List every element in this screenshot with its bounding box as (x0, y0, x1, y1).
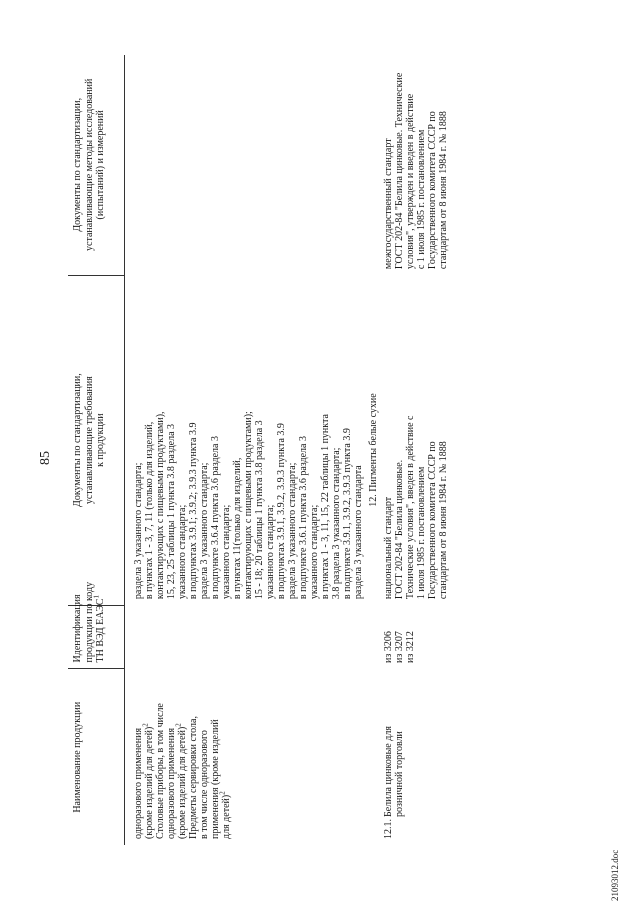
standards-table (68, 55, 451, 845)
item-number: 12.1. (383, 819, 394, 839)
requirements-cell: национальный стандарт ГОСТ 202-84 "Белила цинковые. Технические условия", введен в действие с 1 июля 1985 г. постановлением Государственного комитета СССР по стандартам от 8 июня 1984 г. № 1888 (383, 415, 449, 600)
product-name-cell: 12.1. Белила цинковые для розничной торговли (383, 726, 405, 839)
table-row (125, 55, 367, 845)
footer-filename: 21093012.doc (610, 849, 620, 901)
code-cell: из 3206 из 3207 из 3212 (383, 631, 416, 663)
table-header-row (68, 55, 125, 845)
methods-cell (125, 55, 367, 275)
header-requirements-docs: Документы по стандартизации, устанавливающие требования к продукции (68, 275, 125, 605)
product-name-cell: одноразового применения (кроме изделий для детей)$^2$ Столовые приборы, в том числе одноразового применения (кроме изделий для детей)$^2$ Предметы сервировки стола, в том числе одноразового применения (кроме изделий для детей)$^2$ (133, 703, 232, 839)
header-product-name: Наименование продукции (68, 669, 125, 845)
code-cell (125, 605, 367, 669)
methods-cell: межгосударственный стандарт ГОСТ 202-84 "Белила цинковые. Технические условия", утвержден и введен в действие с 1 июля 1985 г. постановлением Государственного комитета СССР по стандартам от 8 июня 1984 г. № 1888 (383, 72, 449, 270)
table-row (381, 55, 451, 845)
header-methods-docs: Документы по стандартизации, устанавливающие методы исследований (испытаний) и измерений (68, 55, 125, 275)
header-tn-ved-code: Идентификация продукции по коду ТН ВЭД ЕАЭС$^1$ (68, 605, 125, 669)
requirements-cell: раздела 3 указанного стандарта; в пунктах 1 - 3, 7, 11 (только для изделий, контактирующих с пищевыми продуктами), 15, 23, 25 таблицы 1 пункта 3.8 раздела 3 указанного стандарта; в подпунктах 3.9.1; 3.9.2; 3.9.3 пункта 3.9 раздела 3 указанного стандарта; в подпункте 3.6.4 пункта 3.6 раздела 3 указанного стандарта; в пунктах 11(только для изделий, контактирующих с пищевыми продуктами); 15 - 18; 20 таблицы 1 пункта 3.8 раздела 3 указанного стандарта; в подпунктах 3.9.1, 3.9.2, 3.9.3 пункта 3.9 раздела 3 указанного стандарта; в подпункте 3.6.1 пункта 3.6 раздела 3 указанного стандарта; в пунктах 1 - 3, 11, 15, 22 таблицы 1 пункта 3.8 раздела 3 указанного стандарта; в подпункте 3.9.1, 3.9.2, 3.9.3 пункта 3.9 раздела 3 указанного стандарта (133, 411, 364, 600)
section-title: 12. Пигменты белые сухие (368, 393, 379, 507)
section-heading-row (366, 55, 381, 845)
page-number: 85 (38, 451, 53, 465)
